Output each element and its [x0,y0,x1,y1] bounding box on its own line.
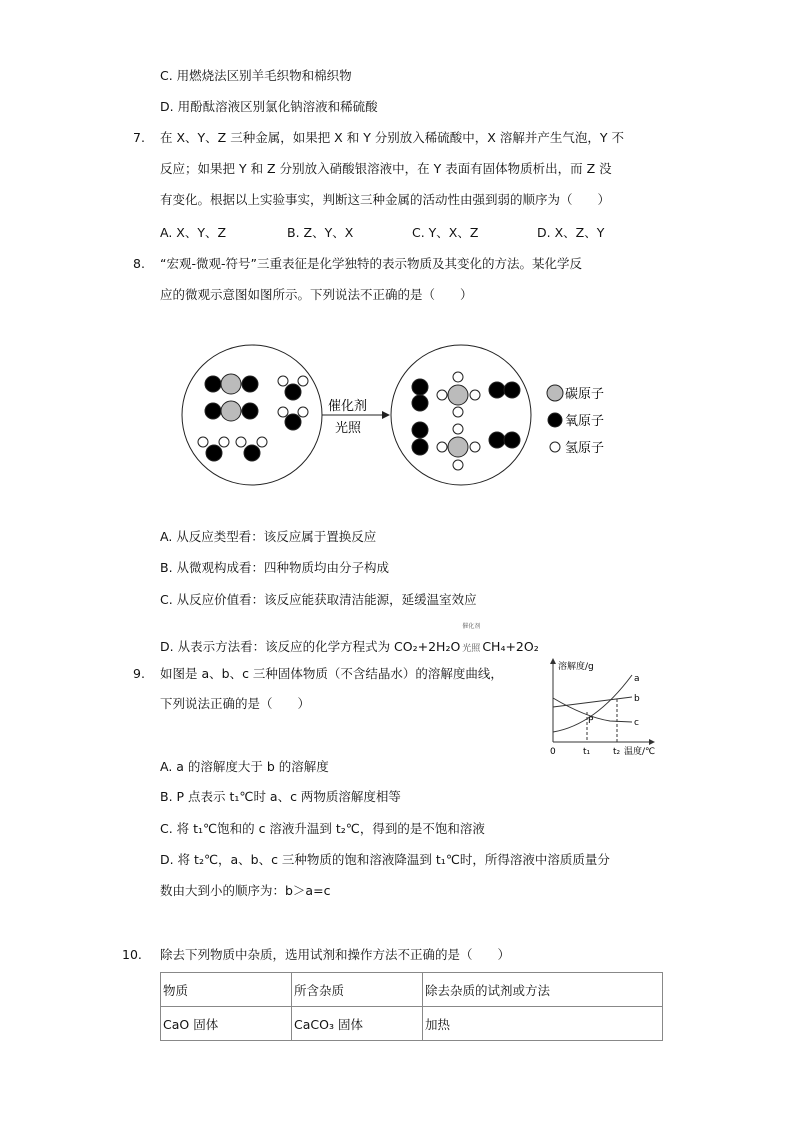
q8-option-c: C. 从反应价值看：该反应能获取清洁能源，延缓温室效应 [160,592,477,607]
q9-stem-line2: 下列说法正确的是（ ） [160,696,311,711]
q9-stem-line1: 如图是 a、b、c 三种固体物质（不含结晶水）的溶解度曲线， [160,666,503,681]
point-p-label: P [588,716,594,726]
q6-option-d: D. 用酚酞溶液区别氯化钠溶液和稀硫酸 [160,99,378,114]
light-label: 光照 [335,421,362,436]
q6-option-c: C. 用燃烧法区别羊毛织物和棉织物 [160,68,352,83]
curve-b-label: b [634,694,640,704]
reaction-diagram [150,340,630,490]
q8-option-d-text: D. 从表示方法看：该反应的化学方程式为 [160,639,395,654]
equation-right: CH₄+2O₂ [482,639,539,654]
q7-stem-line2: 反应；如果把 Y 和 Z 分别放入硝酸银溶液中，在 Y 表面有固体物质析出，而 Z 没 [160,161,612,176]
impurity-table [160,972,663,1041]
table-header-row [161,973,663,1007]
q7-stem-line1: 在 X、Y、Z 三种金属，如果把 X 和 Y 分别放入稀硫酸中，X 溶解并产生气泡，Y 不 [160,130,624,145]
oxygen-atom-icon [548,413,562,427]
q9-option-d-line2: 数由大到小的顺序为：b＞a=c [160,883,331,898]
origin-label: 0 [550,747,556,757]
q7-option-b: B. Z、Y、X [287,225,354,240]
q8-stem-line1: “宏观-微观-符号”三重表征是化学独特的表示物质及其变化的方法。某化学反 [160,256,582,271]
q7-option-c: C. Y、X、Z [412,225,479,240]
equation-catalyst: 催化剂 [462,623,481,630]
carbon-atom-icon [547,385,563,401]
q8-stem-line2: 应的微观示意图如图所示。下列说法不正确的是（ ） [160,287,473,302]
equation-condition [460,623,482,657]
solubility-chart [540,655,665,760]
curve-a-label: a [634,674,640,684]
q9-option-c: C. 将 t₁℃饱和的 c 溶液升温到 t₂℃，得到的是不饱和溶液 [160,821,485,836]
curve-c-label: c [634,718,639,728]
catalyst-label: 催化剂 [328,399,368,414]
q7-option-a: A. X、Y、Z [160,225,227,240]
equation-light: 光照 [462,644,481,654]
legend-hydrogen: 氢原子 [565,441,605,456]
equation-left: CO₂+2H₂O [394,639,461,654]
q7-number: 7. [133,130,145,145]
cell-substance: CaO 固体 [161,1007,292,1041]
q9-option-a: A. a 的溶解度大于 b 的溶解度 [160,759,329,774]
q8-number: 8. [133,256,145,271]
q8-option-b: B. 从微观构成看：四种物质均由分子构成 [160,560,390,575]
curve-b [553,697,632,707]
q8-option-a: A. 从反应类型看：该反应属于置换反应 [160,529,377,544]
hydrogen-atom-icon [550,442,560,452]
cell-impurity: CaCO₃ 固体 [292,1007,423,1041]
q9-option-d-line1: D. 将 t₂℃，a、b、c 三种物质的饱和溶液降温到 t₁℃时，所得溶液中溶质质量分 [160,852,610,867]
t2-label: t₂ [613,747,621,757]
header-method: 除去杂质的试剂或方法 [423,973,663,1007]
legend-carbon: 碳原子 [565,387,605,402]
q10-number: 10. [122,947,142,962]
q9-option-b: B. P 点表示 t₁℃时 a、c 两物质溶解度相等 [160,789,401,804]
q7-stem-line3: 有变化。根据以上实验事实，判断这三种金属的活动性由强到弱的顺序为（ ） [160,192,611,207]
header-substance: 物质 [161,973,292,1007]
table-row [161,1007,663,1041]
q10-stem: 除去下列物质中杂质，选用试剂和操作方法不正确的是（ ） [160,947,511,962]
header-impurity: 所含杂质 [292,973,423,1007]
y-axis-label: 溶解度/g [558,662,594,672]
x-axis-label: 温度/℃ [624,747,656,757]
legend-oxygen: 氧原子 [565,414,605,429]
cell-method: 加热 [423,1007,663,1041]
q7-option-d: D. X、Z、Y [537,225,605,240]
q9-number: 9. [133,666,145,681]
t1-label: t₁ [583,747,591,757]
q8-option-d [160,623,539,657]
